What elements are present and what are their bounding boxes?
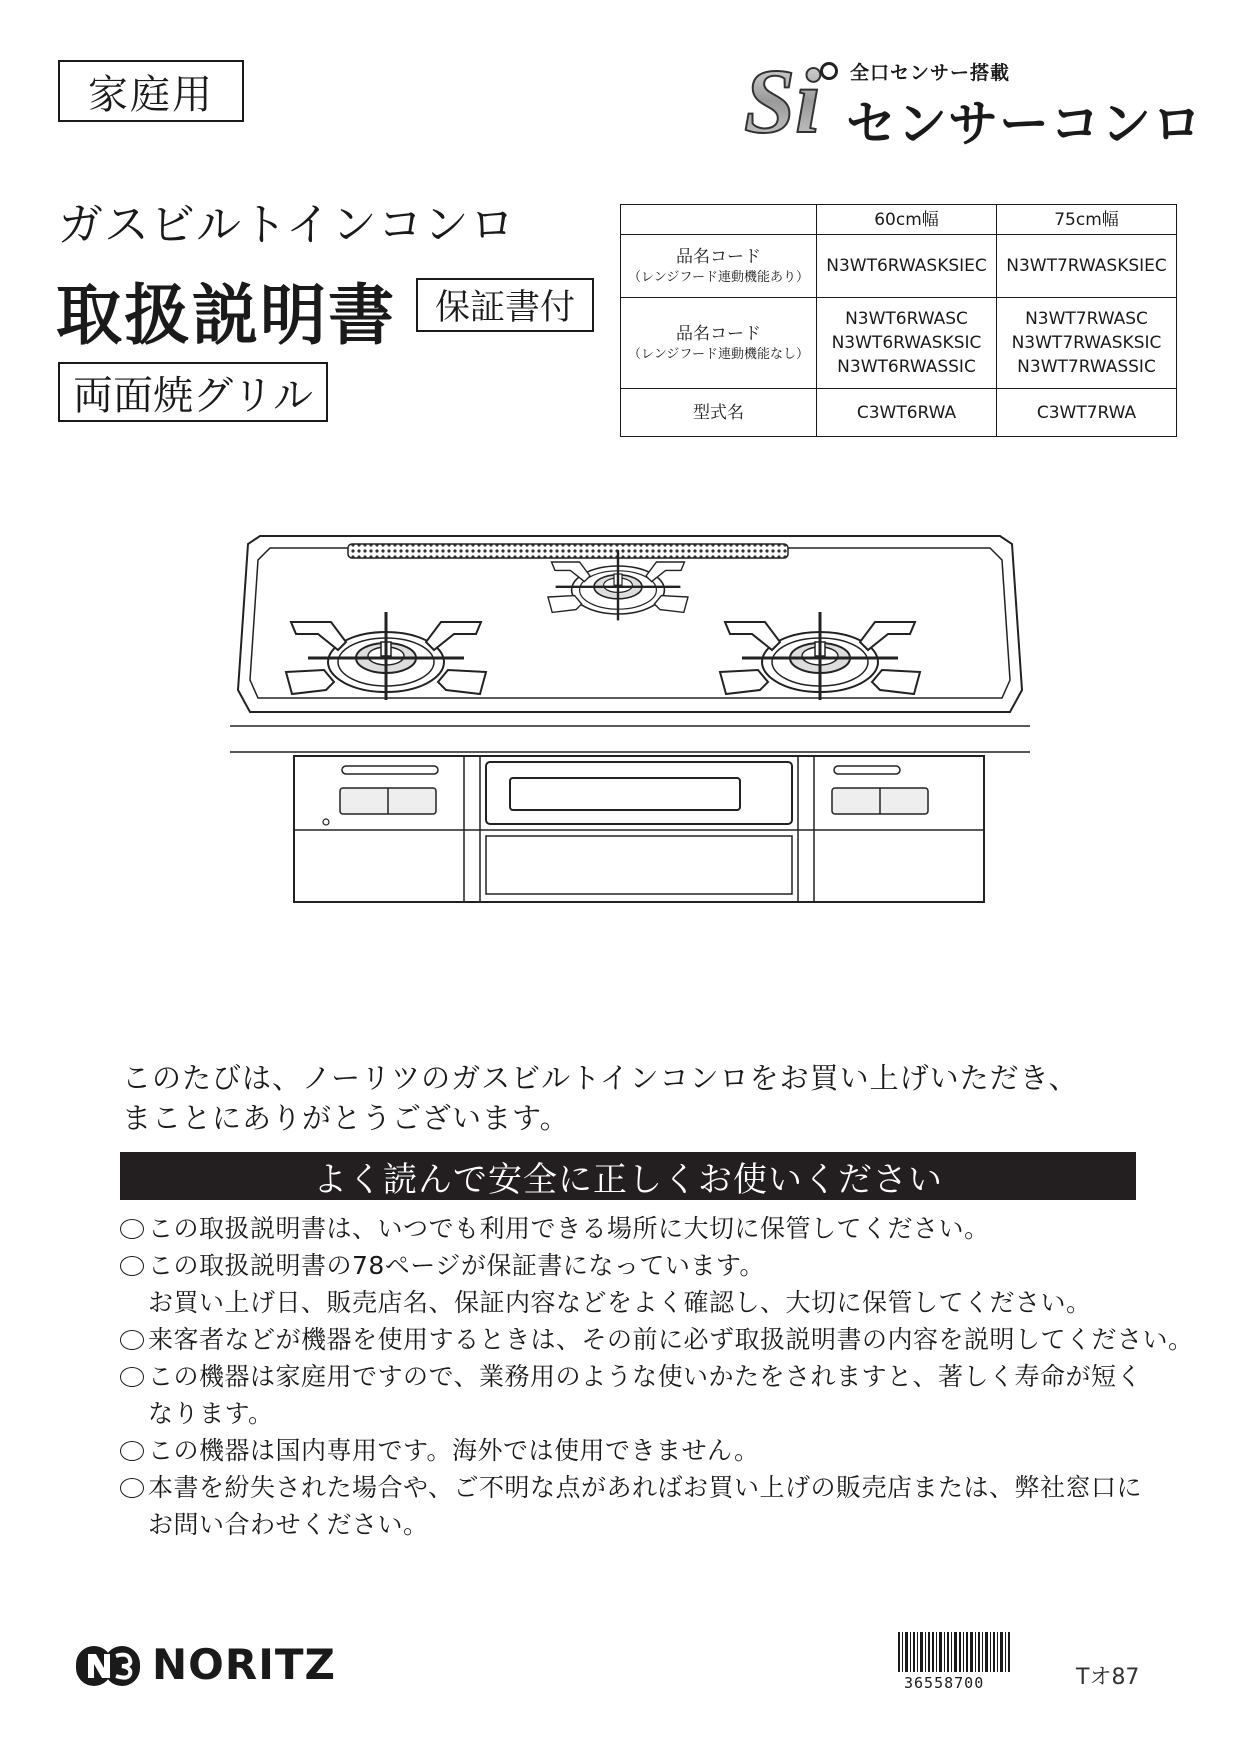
list-item: この取扱説明書の78ページが保証書になっています。 お買い上げ日、販売店名、保証内容などをよく確認し、大切に保管してください。 (120, 1247, 1160, 1321)
table-row (621, 389, 1177, 437)
spec-table-header-row (621, 205, 1177, 235)
intro-line: このたびは、ノーリツのガスビルトインコンロをお買い上げいただき、 (122, 1061, 1079, 1095)
noritz-logo-icon (74, 1644, 142, 1688)
grill-type-label: 両面焼グリル (58, 362, 328, 422)
circle-bullet-icon (120, 1219, 144, 1239)
list-item: 来客者などが機器を使用するときは、その前に必ず取扱説明書の内容を説明してください。 (120, 1321, 1160, 1358)
list-item: この機器は家庭用ですので、業務用のような使いかたをされますと、著しく寿命が短く なります。 (120, 1358, 1160, 1432)
product-type-heading: ガスビルトインコンロ (58, 198, 516, 251)
table-row (621, 235, 1177, 298)
table-row (621, 298, 1177, 389)
gas-stove-illustration (230, 530, 1030, 1000)
household-use-label: 家庭用 (58, 60, 244, 122)
spec-cell: N3WT7RWASC N3WT7RWASKSIC N3WT7RWASSIC (997, 298, 1177, 389)
spec-table (620, 204, 1177, 437)
spec-cell: N3WT6RWASKSIEC (817, 235, 997, 298)
intro-line: まことにありがとうございます。 (122, 1101, 570, 1135)
safety-banner: よく読んで安全に正しくお使いください (120, 1152, 1136, 1200)
spec-row-label: 型式名 (621, 389, 817, 437)
circle-bullet-icon (120, 1330, 144, 1350)
spec-table-corner-cell (621, 205, 817, 235)
spec-cell: N3WT7RWASKSIEC (997, 235, 1177, 298)
circle-bullet-icon (120, 1441, 144, 1461)
spec-row-label: 品名コード （レンジフード連動機能あり） (621, 235, 817, 298)
svg-text:Si: Si (744, 52, 821, 142)
manual-title: 取扱説明書 (56, 277, 396, 354)
spec-cell: C3WT7RWA (997, 389, 1177, 437)
list-item: この機器は国内専用です。海外では使用できません。 (120, 1432, 1160, 1469)
circle-bullet-icon (120, 1478, 144, 1498)
spec-col-75cm: 75cm幅 (997, 205, 1177, 235)
logo-circle-icon (820, 62, 838, 80)
notice-list (120, 1210, 1194, 1543)
spec-cell: C3WT6RWA (817, 389, 997, 437)
logo-title: センサーコンロ (846, 95, 1203, 153)
list-item: この取扱説明書は、いつでも利用できる場所に大切に保管してください。 (120, 1210, 1160, 1247)
spec-cell: N3WT6RWASC N3WT6RWASKSIC N3WT6RWASSIC (817, 298, 997, 389)
barcode-icon (898, 1632, 1010, 1672)
list-item: 本書を紛失された場合や、ご不明な点があればお買い上げの販売店または、弊社窓口に お問い合わせください。 (120, 1469, 1160, 1543)
document-code: Tオ87 (1076, 1665, 1140, 1690)
circle-bullet-icon (120, 1367, 144, 1387)
guarantee-tag: 保証書付 (416, 278, 594, 332)
spec-row-label: 品名コード （レンジフード連動機能なし） (621, 298, 817, 389)
logo-subtitle: 全口センサー搭載 (850, 62, 1011, 84)
circle-bullet-icon (120, 1256, 144, 1276)
barcode-number: 36558700 (904, 1674, 985, 1692)
brand-name: NORITZ (152, 1640, 336, 1689)
intro-message (122, 1058, 1122, 1138)
spec-col-60cm: 60cm幅 (817, 205, 997, 235)
